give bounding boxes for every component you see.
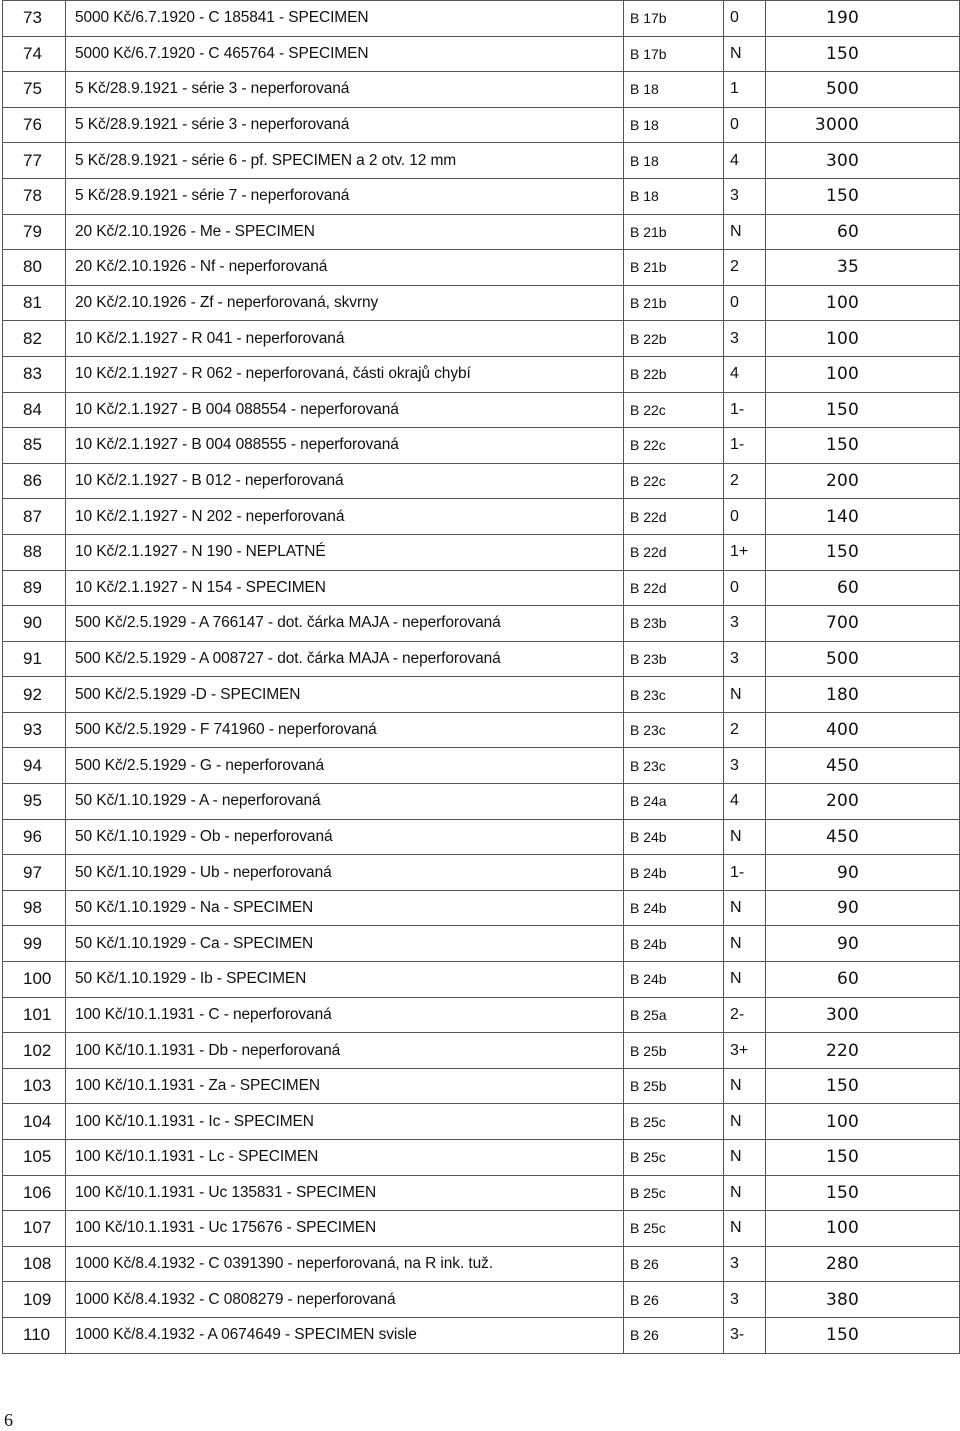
price-cell: 380 — [766, 1282, 960, 1318]
catalog-number-cell: B 21b — [624, 285, 724, 321]
price-cell: 500 — [766, 641, 960, 677]
catalog-number-cell: B 22c — [624, 463, 724, 499]
catalog-number-cell: B 24b — [624, 962, 724, 998]
table-row — [3, 606, 960, 642]
lot-description-cell: 1000 Kč/8.4.1932 - C 0391390 - neperforovaná, na R ink. tuž. — [66, 1246, 624, 1282]
grade-cell: N — [724, 1140, 766, 1176]
catalog-number-cell: B 24b — [624, 855, 724, 891]
catalog-number-cell: B 18 — [624, 107, 724, 143]
grade-cell: 4 — [724, 784, 766, 820]
catalog-number-cell: B 18 — [624, 143, 724, 179]
catalog-number-cell: B 24b — [624, 819, 724, 855]
table-row — [3, 570, 960, 606]
lot-number-cell: 106 — [3, 1175, 66, 1211]
table-row — [3, 1246, 960, 1282]
lot-number-cell: 108 — [3, 1246, 66, 1282]
lot-number-cell: 89 — [3, 570, 66, 606]
price-cell: 140 — [766, 499, 960, 535]
catalog-number-cell: B 25c — [624, 1211, 724, 1247]
table-row — [3, 1317, 960, 1353]
table-row — [3, 819, 960, 855]
price-cell: 700 — [766, 606, 960, 642]
grade-cell: 2 — [724, 250, 766, 286]
catalog-number-cell: B 22c — [624, 392, 724, 428]
price-cell: 150 — [766, 36, 960, 72]
lot-description-cell: 500 Kč/2.5.1929 - A 008727 - dot. čárka MAJA - neperforovaná — [66, 641, 624, 677]
lot-description-cell: 50 Kč/1.10.1929 - Ob - neperforovaná — [66, 819, 624, 855]
lot-number-cell: 98 — [3, 890, 66, 926]
price-cell: 200 — [766, 784, 960, 820]
table-row — [3, 1068, 960, 1104]
table-row — [3, 1140, 960, 1176]
lot-description-cell: 5 Kč/28.9.1921 - série 3 - neperforovaná — [66, 72, 624, 108]
catalog-number-cell: B 22d — [624, 534, 724, 570]
lot-number-cell: 109 — [3, 1282, 66, 1318]
grade-cell: N — [724, 677, 766, 713]
grade-cell: 0 — [724, 499, 766, 535]
lot-description-cell: 5 Kč/28.9.1921 - série 7 - neperforovaná — [66, 178, 624, 214]
table-row — [3, 36, 960, 72]
lot-number-cell: 99 — [3, 926, 66, 962]
table-row — [3, 499, 960, 535]
lot-number-cell: 92 — [3, 677, 66, 713]
grade-cell: 1+ — [724, 534, 766, 570]
catalog-number-cell: B 18 — [624, 178, 724, 214]
lot-number-cell: 75 — [3, 72, 66, 108]
grade-cell: 3 — [724, 748, 766, 784]
catalog-number-cell: B 23c — [624, 748, 724, 784]
price-cell: 150 — [766, 1140, 960, 1176]
lot-description-cell: 1000 Kč/8.4.1932 - C 0808279 - neperforovaná — [66, 1282, 624, 1318]
lot-number-cell: 84 — [3, 392, 66, 428]
lot-description-cell: 20 Kč/2.10.1926 - Zf - neperforovaná, skvrny — [66, 285, 624, 321]
catalog-number-cell: B 24b — [624, 926, 724, 962]
lot-number-cell: 73 — [3, 1, 66, 37]
grade-cell: N — [724, 214, 766, 250]
price-cell: 90 — [766, 926, 960, 962]
lot-description-cell: 500 Kč/2.5.1929 - A 766147 - dot. čárka MAJA - neperforovaná — [66, 606, 624, 642]
price-cell: 100 — [766, 285, 960, 321]
lot-number-cell: 76 — [3, 107, 66, 143]
grade-cell: 2 — [724, 463, 766, 499]
price-cell: 500 — [766, 72, 960, 108]
price-cell: 150 — [766, 392, 960, 428]
lot-number-cell: 90 — [3, 606, 66, 642]
lot-description-cell: 50 Kč/1.10.1929 - Ca - SPECIMEN — [66, 926, 624, 962]
lot-description-cell: 5 Kč/28.9.1921 - série 6 - pf. SPECIMEN a 2 otv. 12 mm — [66, 143, 624, 179]
price-cell: 90 — [766, 890, 960, 926]
catalog-number-cell: B 17b — [624, 36, 724, 72]
price-cell: 60 — [766, 962, 960, 998]
table-row — [3, 250, 960, 286]
lot-description-cell: 100 Kč/10.1.1931 - Uc 135831 - SPECIMEN — [66, 1175, 624, 1211]
catalog-number-cell: B 17b — [624, 1, 724, 37]
catalog-number-cell: B 22d — [624, 499, 724, 535]
lot-description-cell: 100 Kč/10.1.1931 - Ic - SPECIMEN — [66, 1104, 624, 1140]
grade-cell: N — [724, 926, 766, 962]
catalog-number-cell: B 23c — [624, 677, 724, 713]
table-row — [3, 285, 960, 321]
lot-description-cell: 10 Kč/2.1.1927 - N 202 - neperforovaná — [66, 499, 624, 535]
price-cell: 400 — [766, 712, 960, 748]
lot-description-cell: 50 Kč/1.10.1929 - Ib - SPECIMEN — [66, 962, 624, 998]
grade-cell: N — [724, 819, 766, 855]
price-cell: 150 — [766, 428, 960, 464]
grade-cell: N — [724, 890, 766, 926]
grade-cell: 3 — [724, 178, 766, 214]
price-cell: 450 — [766, 819, 960, 855]
catalog-number-cell: B 26 — [624, 1246, 724, 1282]
table-row — [3, 178, 960, 214]
grade-cell: 3+ — [724, 1033, 766, 1069]
lot-number-cell: 97 — [3, 855, 66, 891]
table-row — [3, 712, 960, 748]
lot-description-cell: 5000 Kč/6.7.1920 - C 465764 - SPECIMEN — [66, 36, 624, 72]
lot-number-cell: 86 — [3, 463, 66, 499]
catalog-number-cell: B 22c — [624, 428, 724, 464]
lot-description-cell: 100 Kč/10.1.1931 - C - neperforovaná — [66, 997, 624, 1033]
grade-cell: 2 — [724, 712, 766, 748]
lot-description-cell: 500 Kč/2.5.1929 -D - SPECIMEN — [66, 677, 624, 713]
price-cell: 150 — [766, 1175, 960, 1211]
lot-description-cell: 100 Kč/10.1.1931 - Za - SPECIMEN — [66, 1068, 624, 1104]
grade-cell: 0 — [724, 107, 766, 143]
grade-cell: 4 — [724, 356, 766, 392]
catalog-number-cell: B 22b — [624, 321, 724, 357]
grade-cell: 0 — [724, 285, 766, 321]
table-row — [3, 1175, 960, 1211]
grade-cell: 3- — [724, 1317, 766, 1353]
lot-number-cell: 93 — [3, 712, 66, 748]
grade-cell: 0 — [724, 570, 766, 606]
price-cell: 100 — [766, 356, 960, 392]
table-row — [3, 534, 960, 570]
grade-cell: N — [724, 1068, 766, 1104]
table-row — [3, 641, 960, 677]
lot-description-cell: 20 Kč/2.10.1926 - Me - SPECIMEN — [66, 214, 624, 250]
catalog-number-cell: B 25a — [624, 997, 724, 1033]
lot-number-cell: 94 — [3, 748, 66, 784]
lot-description-cell: 10 Kč/2.1.1927 - N 154 - SPECIMEN — [66, 570, 624, 606]
catalog-number-cell: B 25c — [624, 1104, 724, 1140]
lot-number-cell: 105 — [3, 1140, 66, 1176]
lot-description-cell: 500 Kč/2.5.1929 - G - neperforovaná — [66, 748, 624, 784]
lot-number-cell: 74 — [3, 36, 66, 72]
catalog-number-cell: B 26 — [624, 1282, 724, 1318]
grade-cell: 3 — [724, 641, 766, 677]
price-cell: 220 — [766, 1033, 960, 1069]
grade-cell: 3 — [724, 606, 766, 642]
table-row — [3, 321, 960, 357]
table-row — [3, 1, 960, 37]
price-cell: 300 — [766, 143, 960, 179]
lot-description-cell: 50 Kč/1.10.1929 - Ub - neperforovaná — [66, 855, 624, 891]
price-cell: 100 — [766, 1104, 960, 1140]
catalog-number-cell: B 23c — [624, 712, 724, 748]
table-row — [3, 890, 960, 926]
catalog-number-cell: B 23b — [624, 606, 724, 642]
grade-cell: 1- — [724, 855, 766, 891]
table-row — [3, 677, 960, 713]
lot-number-cell: 80 — [3, 250, 66, 286]
catalog-number-cell: B 25c — [624, 1175, 724, 1211]
table-row — [3, 962, 960, 998]
grade-cell: 1- — [724, 428, 766, 464]
lot-description-cell: 1000 Kč/8.4.1932 - A 0674649 - SPECIMEN svisle — [66, 1317, 624, 1353]
lot-description-cell: 50 Kč/1.10.1929 - A - neperforovaná — [66, 784, 624, 820]
lot-description-cell: 100 Kč/10.1.1931 - Db - neperforovaná — [66, 1033, 624, 1069]
price-cell: 35 — [766, 250, 960, 286]
grade-cell: 4 — [724, 143, 766, 179]
lot-number-cell: 110 — [3, 1317, 66, 1353]
lot-number-cell: 79 — [3, 214, 66, 250]
table-row — [3, 1033, 960, 1069]
lot-number-cell: 88 — [3, 534, 66, 570]
lot-number-cell: 78 — [3, 178, 66, 214]
table-row — [3, 428, 960, 464]
grade-cell: 3 — [724, 1246, 766, 1282]
lot-description-cell: 500 Kč/2.5.1929 - F 741960 - neperforovaná — [66, 712, 624, 748]
price-cell: 200 — [766, 463, 960, 499]
lot-number-cell: 107 — [3, 1211, 66, 1247]
catalog-number-cell: B 22b — [624, 356, 724, 392]
table-row — [3, 1211, 960, 1247]
lot-number-cell: 77 — [3, 143, 66, 179]
lot-number-cell: 100 — [3, 962, 66, 998]
lot-number-cell: 85 — [3, 428, 66, 464]
lot-number-cell: 81 — [3, 285, 66, 321]
lot-description-cell: 10 Kč/2.1.1927 - R 041 - neperforovaná — [66, 321, 624, 357]
table-row — [3, 997, 960, 1033]
catalog-number-cell: B 24a — [624, 784, 724, 820]
catalog-number-cell: B 25c — [624, 1140, 724, 1176]
price-cell: 150 — [766, 534, 960, 570]
lot-number-cell: 87 — [3, 499, 66, 535]
lot-description-cell: 10 Kč/2.1.1927 - R 062 - neperforovaná, části okrajů chybí — [66, 356, 624, 392]
price-cell: 280 — [766, 1246, 960, 1282]
grade-cell: N — [724, 36, 766, 72]
price-cell: 90 — [766, 855, 960, 891]
price-cell: 60 — [766, 570, 960, 606]
page-number: 6 — [4, 1410, 13, 1430]
price-cell: 100 — [766, 1211, 960, 1247]
price-cell: 150 — [766, 178, 960, 214]
price-cell: 3000 — [766, 107, 960, 143]
grade-cell: N — [724, 1211, 766, 1247]
catalog-number-cell: B 23b — [624, 641, 724, 677]
price-cell: 190 — [766, 1, 960, 37]
price-cell: 300 — [766, 997, 960, 1033]
lot-number-cell: 96 — [3, 819, 66, 855]
lot-description-cell: 10 Kč/2.1.1927 - B 004 088555 - neperforovaná — [66, 428, 624, 464]
grade-cell: 3 — [724, 1282, 766, 1318]
price-cell: 150 — [766, 1068, 960, 1104]
price-cell: 100 — [766, 321, 960, 357]
lot-number-cell: 82 — [3, 321, 66, 357]
lot-number-cell: 102 — [3, 1033, 66, 1069]
catalog-number-cell: B 25b — [624, 1033, 724, 1069]
table-row — [3, 143, 960, 179]
lot-description-cell: 10 Kč/2.1.1927 - B 012 - neperforovaná — [66, 463, 624, 499]
lot-number-cell: 95 — [3, 784, 66, 820]
lot-description-cell: 10 Kč/2.1.1927 - B 004 088554 - neperforovaná — [66, 392, 624, 428]
table-row — [3, 926, 960, 962]
lot-number-cell: 103 — [3, 1068, 66, 1104]
price-cell: 180 — [766, 677, 960, 713]
lot-description-cell: 5000 Kč/6.7.1920 - C 185841 - SPECIMEN — [66, 1, 624, 37]
table-row — [3, 392, 960, 428]
lot-number-cell: 101 — [3, 997, 66, 1033]
table-row — [3, 72, 960, 108]
lot-description-cell: 5 Kč/28.9.1921 - série 3 - neperforovaná — [66, 107, 624, 143]
table-row — [3, 855, 960, 891]
table-row — [3, 463, 960, 499]
grade-cell: 0 — [724, 1, 766, 37]
auction-lot-table — [2, 0, 960, 1354]
lot-description-cell: 50 Kč/1.10.1929 - Na - SPECIMEN — [66, 890, 624, 926]
catalog-number-cell: B 21b — [624, 250, 724, 286]
grade-cell: N — [724, 1104, 766, 1140]
catalog-number-cell: B 24b — [624, 890, 724, 926]
price-cell: 60 — [766, 214, 960, 250]
lot-table-body — [3, 1, 960, 1354]
grade-cell: N — [724, 1175, 766, 1211]
lot-description-cell: 100 Kč/10.1.1931 - Uc 175676 - SPECIMEN — [66, 1211, 624, 1247]
catalog-number-cell: B 22d — [624, 570, 724, 606]
grade-cell: 3 — [724, 321, 766, 357]
table-row — [3, 1104, 960, 1140]
price-cell: 150 — [766, 1317, 960, 1353]
grade-cell: N — [724, 962, 766, 998]
lot-description-cell: 10 Kč/2.1.1927 - N 190 - NEPLATNÉ — [66, 534, 624, 570]
table-row — [3, 784, 960, 820]
catalog-number-cell: B 21b — [624, 214, 724, 250]
grade-cell: 1- — [724, 392, 766, 428]
lot-number-cell: 91 — [3, 641, 66, 677]
table-row — [3, 748, 960, 784]
grade-cell: 2- — [724, 997, 766, 1033]
price-cell: 450 — [766, 748, 960, 784]
lot-number-cell: 83 — [3, 356, 66, 392]
table-row — [3, 107, 960, 143]
lot-number-cell: 104 — [3, 1104, 66, 1140]
table-row — [3, 1282, 960, 1318]
table-row — [3, 214, 960, 250]
lot-description-cell: 20 Kč/2.10.1926 - Nf - neperforovaná — [66, 250, 624, 286]
catalog-number-cell: B 25b — [624, 1068, 724, 1104]
catalog-number-cell: B 18 — [624, 72, 724, 108]
lot-description-cell: 100 Kč/10.1.1931 - Lc - SPECIMEN — [66, 1140, 624, 1176]
table-row — [3, 356, 960, 392]
grade-cell: 1 — [724, 72, 766, 108]
catalog-number-cell: B 26 — [624, 1317, 724, 1353]
